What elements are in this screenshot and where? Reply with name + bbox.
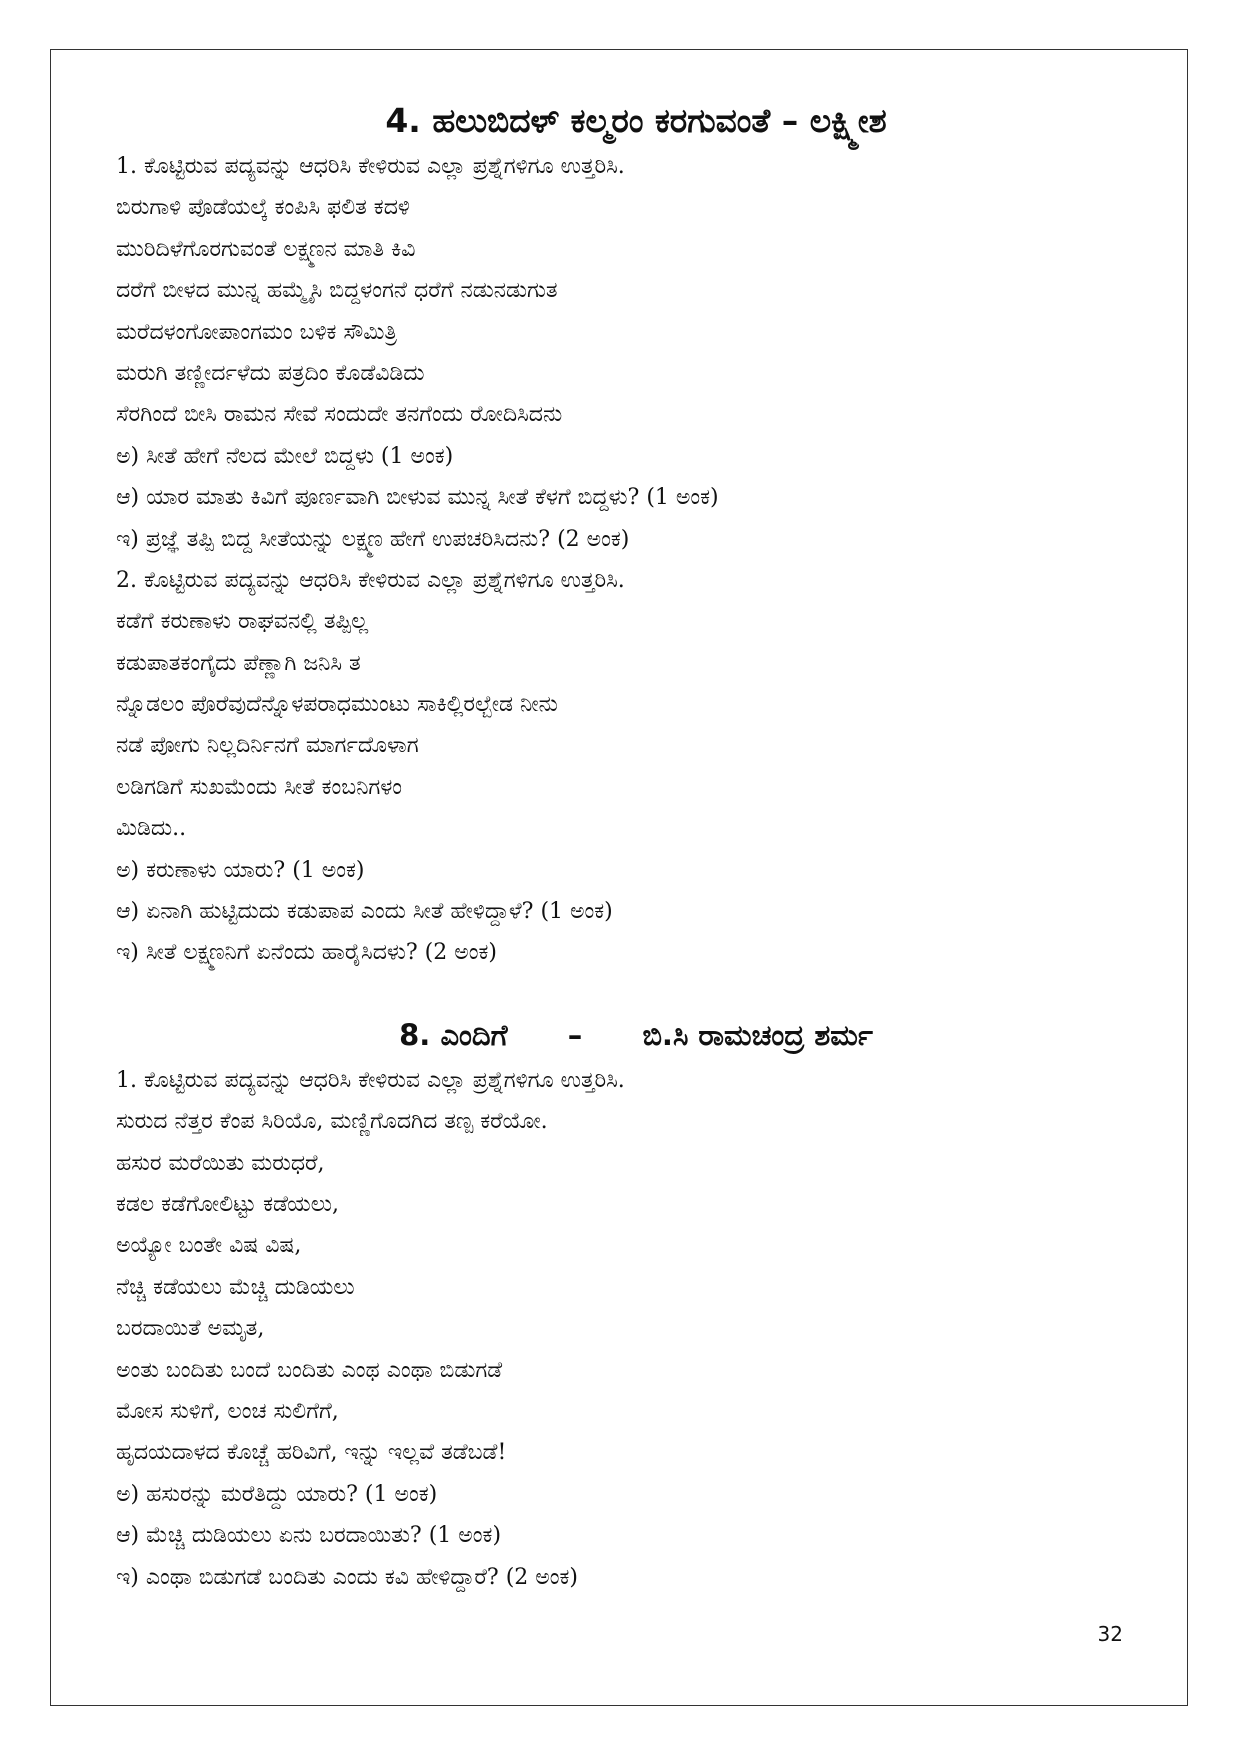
poem-line: ಮರೆದಳಂಗೋಪಾಂಗಮಂ ಬಳಿಕ ಸೌಮಿತ್ರಿ xyxy=(116,319,397,345)
sub-question: ಆ) ಯಾರ ಮಾತು ಕಿವಿಗೆ ಪೂರ್ಣವಾಗಿ ಬೀಳುವ ಮುನ್ನ ಸೀತೆ ಕೆಳಗೆ ಬಿದ್ದಳು? (1 ಅಂಕ) xyxy=(116,485,719,511)
poem-line: ಮೋಸ ಸುಳಿಗೆ, ಲಂಚ ಸುಲಿಗೆಗೆ, xyxy=(116,1398,339,1424)
title-dash: – xyxy=(567,1017,583,1052)
question-heading: 1. ಕೊಟ್ಟಿರುವ ಪದ್ಯವನ್ನು ಆಧರಿಸಿ ಕೇಳಿರುವ ಎಲ್ಲಾ ಪ್ರಶ್ನೆಗಳಿಗೂ ಉತ್ತರಿಸಿ. xyxy=(116,154,625,179)
poem-line: ನಡೆ ಪೋಗು ನಿಲ್ಲದಿರ್ನಿನಗೆ ಮಾರ್ಗದೊಳಾಗ xyxy=(116,733,419,759)
poem-line: ಕಡೆಗೆ ಕರುಣಾಳು ರಾಘವನಲ್ಲಿ ತಪ್ಪಿಲ್ಲ xyxy=(116,609,369,635)
page-content xyxy=(116,96,1156,1598)
question-heading: 1. ಕೊಟ್ಟಿರುವ ಪದ್ಯವನ್ನು ಆಧರಿಸಿ ಕೇಳಿರುವ ಎಲ್ಲಾ ಪ್ರಶ್ನೆಗಳಿಗೂ ಉತ್ತರಿಸಿ. xyxy=(116,1067,625,1093)
poem-line: ಅಯ್ಯೋ ಬಂತೇ ವಿಷ ವಿಷ, xyxy=(116,1233,302,1259)
poem-line: ಹೃದಯದಾಳದ ಕೊಚ್ಚೆ ಹರಿವಿಗೆ, ಇನ್ನು ಇಲ್ಲವೆ ತಡೆಬಡೆ! xyxy=(116,1440,507,1466)
section-number: 4. xyxy=(385,101,421,140)
poet-name: ಲಕ್ಷ್ಮೀಶ xyxy=(809,101,887,140)
sub-question: ಅ) ಸೀತೆ ಹೇಗೆ ನೆಲದ ಮೇಲೆ ಬಿದ್ದಳು (1 ಅಂಕ) xyxy=(116,443,454,469)
section-number: 8. xyxy=(399,1017,431,1052)
sub-question: ಇ) ಎಂಥಾ ಬಿಡುಗಡೆ ಬಂದಿತು ಎಂದು ಕವಿ ಹೇಳಿದ್ದಾರೆ? (2 ಅಂಕ) xyxy=(116,1564,578,1590)
sub-question: ಅ) ಹಸುರನ್ನು ಮರೆತಿದ್ದು ಯಾರು? (1 ಅಂಕ) xyxy=(116,1481,438,1507)
poem-line: ಹಸುರ ಮರೆಯಿತು ಮರುಧರೆ, xyxy=(116,1150,325,1176)
poem-title: ಹಲುಬಿದಳ್ ಕಲ್ಮರಂ ಕರಗುವಂತೆ xyxy=(432,101,771,140)
title-dash: – xyxy=(781,101,799,140)
sub-question: ಅ) ಕರುಣಾಳು ಯಾರು? (1 ಅಂಕ) xyxy=(116,857,365,883)
poem-line: ಲಡಿಗಡಿಗೆ ಸುಖಮೆಂದು ಸೀತೆ ಕಂಬನಿಗಳಂ xyxy=(116,774,403,800)
poem-line: ನೆಚ್ಚಿ ಕಡೆಯಲು ಮೆಚ್ಚಿ ದುಡಿಯಲು xyxy=(116,1274,355,1300)
poet-name: ಬಿ.ಸಿ ರಾಮಚಂದ್ರ ಶರ್ಮ xyxy=(642,1017,873,1052)
poem-line: ಬಿರುಗಾಳಿ ಪೊಡೆಯಲ್ಕೆ ಕಂಪಿಸಿ ಫಲಿತ ಕದಳಿ xyxy=(116,195,410,221)
section-title-lakshmisha xyxy=(116,96,1156,146)
poem-line: ಕಡಲ ಕಡೆಗೋಲಿಟ್ಟು ಕಡೆಯಲು, xyxy=(116,1191,339,1217)
poem-line: ಮಿಡಿದು.. xyxy=(116,816,187,842)
poem-line: ಮರುಗಿ ತಣ್ಣೀರ್ದಳೆದು ಪತ್ರದಿಂ ಕೊಡೆವಿಡಿದು xyxy=(116,360,425,386)
page-number: 32 xyxy=(1097,1622,1123,1646)
poem-line: ನ್ನೊಡಲಂ ಪೊರೆವುದೆನ್ನೊಳಪರಾಧಮುಂಟು ಸಾಕಿಲ್ಲಿರಲ್ಬೇಡ ನೀನು xyxy=(116,692,558,718)
sub-question: ಆ) ಮೆಚ್ಚಿ ದುಡಿಯಲು ಏನು ಬರದಾಯಿತು? (1 ಅಂಕ) xyxy=(116,1523,502,1549)
poem-line: ದರೆಗೆ ಬೀಳದ ಮುನ್ನ ಹಮ್ಮೈಸಿ ಬಿದ್ದಳಂಗನೆ ಧರೆಗೆ ನಡುನಡುಗುತ xyxy=(116,278,558,304)
section-title-sharma xyxy=(116,1010,1156,1060)
question-heading: 2. ಕೊಟ್ಟಿರುವ ಪದ್ಯವನ್ನು ಆಧರಿಸಿ ಕೇಳಿರುವ ಎಲ್ಲಾ ಪ್ರಶ್ನೆಗಳಿಗೂ ಉತ್ತರಿಸಿ. xyxy=(116,567,625,593)
sub-question: ಇ) ಸೀತೆ ಲಕ್ಷ್ಮಣನಿಗೆ ಏನೆಂದು ಹಾರೈಸಿದಳು? (2 ಅಂಕ) xyxy=(116,940,497,966)
poem-line: ಅಂತು ಬಂದಿತು ಬಂದೆ ಬಂದಿತು ಎಂಥ ಎಂಥಾ ಬಿಡುಗಡೆ xyxy=(116,1357,503,1383)
poem-line: ಬರದಾಯಿತೆ ಅಮೃತ, xyxy=(116,1316,265,1342)
sub-question: ಆ) ಏನಾಗಿ ಹುಟ್ಟಿದುದು ಕಡುಪಾಪ ಎಂದು ಸೀತೆ ಹೇಳಿದ್ದಾಳೆ? (1 ಅಂಕ) xyxy=(116,899,613,925)
poem-line: ಸೆರಗಿಂದೆ ಬೀಸಿ ರಾಮನ ಸೇವೆ ಸಂದುದೇ ತನಗೆಂದು ರೋದಿಸಿದನು xyxy=(116,402,563,428)
poem-line: ಕಡುಪಾತಕಂಗೈದು ಪೆಣ್ಣಾಗಿ ಜನಿಸಿ ತ xyxy=(116,650,361,676)
section-body-sharma xyxy=(116,1060,1156,1598)
sub-question: ಇ) ಪ್ರಜ್ಞೆ ತಪ್ಪಿ ಬಿದ್ದ ಸೀತೆಯನ್ನು ಲಕ್ಷ್ಮಣ ಹೇಗೆ ಉಪಚರಿಸಿದನು? (2 ಅಂಕ) xyxy=(116,526,630,552)
poem-title: ಎಂದಿಗೆ xyxy=(440,1017,508,1052)
poem-line: ಸುರುದ ನೆತ್ತರ ಕೆಂಪ ಸಿರಿಯೊ, ಮಣ್ಣಿಗೊದಗಿದ ತಣ್ಪ ಕರೆಯೋ. xyxy=(116,1109,548,1135)
section-body-lakshmisha xyxy=(116,146,1156,974)
poem-line: ಮುರಿದಿಳೆಗೊರಗುವಂತೆ ಲಕ್ಷ್ಮಣನ ಮಾತಿ ಕಿವಿ xyxy=(116,236,416,262)
